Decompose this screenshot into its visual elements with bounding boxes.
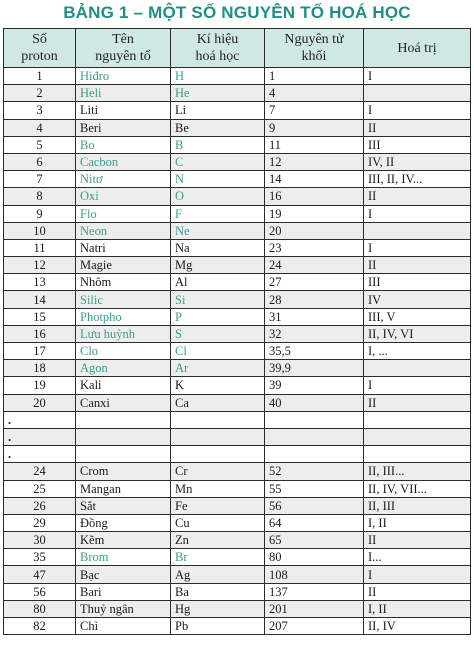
cell-valence — [364, 85, 471, 102]
cell-name: Heli — [76, 85, 171, 102]
cell-valence: II, III — [364, 497, 471, 514]
cell-name — [76, 446, 171, 463]
cell-valence: I — [364, 205, 471, 222]
cell-proton: 18 — [4, 360, 76, 377]
cell-mass: 39 — [265, 377, 364, 394]
table-row — [4, 136, 471, 153]
cell-mass — [265, 446, 364, 463]
cell-proton: 29 — [4, 514, 76, 531]
header-mass-line1: Nguyên tử — [284, 32, 344, 47]
cell-name: Silic — [76, 291, 171, 308]
cell-proton: 19 — [4, 377, 76, 394]
cell-proton: 13 — [4, 274, 76, 291]
table-row — [4, 446, 471, 463]
cell-mass: 27 — [265, 274, 364, 291]
table-row — [4, 102, 471, 119]
cell-proton: 24 — [4, 463, 76, 480]
cell-symbol: O — [171, 188, 265, 205]
cell-mass: 16 — [265, 188, 364, 205]
cell-symbol: Fe — [171, 497, 265, 514]
cell-name: Kali — [76, 377, 171, 394]
cell-symbol: Zn — [171, 532, 265, 549]
cell-symbol: Pb — [171, 618, 265, 635]
header-name-line1: Tên — [112, 32, 134, 47]
table-row — [4, 566, 471, 583]
cell-proton: 17 — [4, 343, 76, 360]
header-valence: Hoá trị — [364, 29, 471, 68]
cell-proton: 12 — [4, 257, 76, 274]
cell-valence: IV — [364, 291, 471, 308]
cell-mass: 7 — [265, 102, 364, 119]
cell-name: Liti — [76, 102, 171, 119]
cell-mass: 207 — [265, 618, 364, 635]
cell-symbol: Ba — [171, 583, 265, 600]
cell-valence: I, ... — [364, 343, 471, 360]
cell-mass: 80 — [265, 549, 364, 566]
cell-name: Đồng — [76, 514, 171, 531]
cell-symbol: He — [171, 85, 265, 102]
cell-valence: I — [364, 68, 471, 85]
cell-valence — [364, 428, 471, 445]
table-row — [4, 463, 471, 480]
cell-proton: 8 — [4, 188, 76, 205]
table-row — [4, 583, 471, 600]
cell-valence: II — [364, 583, 471, 600]
cell-proton: 6 — [4, 153, 76, 170]
table-row — [4, 274, 471, 291]
cell-proton: 47 — [4, 566, 76, 583]
header-symbol-line2: hoá học — [195, 49, 240, 64]
cell-mass: 39,9 — [265, 360, 364, 377]
header-mass — [265, 29, 364, 68]
cell-valence: II — [364, 532, 471, 549]
cell-valence: II — [364, 188, 471, 205]
cell-valence — [364, 446, 471, 463]
cell-mass: 9 — [265, 119, 364, 136]
cell-symbol: Cl — [171, 343, 265, 360]
cell-name: Agon — [76, 360, 171, 377]
header-proton — [4, 29, 76, 68]
cell-valence: II — [364, 257, 471, 274]
cell-name: Clo — [76, 343, 171, 360]
cell-mass: 1 — [265, 68, 364, 85]
cell-symbol: Ar — [171, 360, 265, 377]
cell-mass: 20 — [265, 222, 364, 239]
table-title: BẢNG 1 – MỘT SỐ NGUYÊN TỐ HOÁ HỌC — [63, 3, 411, 22]
cell-symbol: C — [171, 153, 265, 170]
table-row — [4, 549, 471, 566]
cell-mass: 201 — [265, 600, 364, 617]
table-row — [4, 600, 471, 617]
table-row — [4, 514, 471, 531]
cell-mass: 28 — [265, 291, 364, 308]
cell-name: Beri — [76, 119, 171, 136]
cell-valence: II, III... — [364, 463, 471, 480]
cell-mass: 40 — [265, 394, 364, 411]
cell-mass: 56 — [265, 497, 364, 514]
cell-mass: 23 — [265, 239, 364, 256]
cell-mass — [265, 411, 364, 428]
table-row — [4, 291, 471, 308]
cell-name: Brom — [76, 549, 171, 566]
table-row — [4, 257, 471, 274]
cell-symbol: Ca — [171, 394, 265, 411]
table-header-row — [4, 29, 471, 68]
cell-valence: III — [364, 136, 471, 153]
cell-valence: III — [364, 274, 471, 291]
cell-name: Bạc — [76, 566, 171, 583]
table-row — [4, 428, 471, 445]
cell-symbol: N — [171, 171, 265, 188]
table-row — [4, 411, 471, 428]
cell-mass: 55 — [265, 480, 364, 497]
cell-mass — [265, 428, 364, 445]
cell-mass: 64 — [265, 514, 364, 531]
cell-valence: II, IV, VII... — [364, 480, 471, 497]
cell-name: Sắt — [76, 497, 171, 514]
cell-valence — [364, 411, 471, 428]
table-body — [4, 68, 471, 635]
cell-symbol — [171, 446, 265, 463]
table-row — [4, 85, 471, 102]
header-mass-line2: khối — [301, 49, 327, 64]
header-name — [76, 29, 171, 68]
cell-valence: II — [364, 394, 471, 411]
table-row — [4, 153, 471, 170]
cell-valence: IV, II — [364, 153, 471, 170]
cell-mass: 24 — [265, 257, 364, 274]
table-row — [4, 325, 471, 342]
cell-name: Natri — [76, 239, 171, 256]
cell-mass: 12 — [265, 153, 364, 170]
cell-valence: I, II — [364, 514, 471, 531]
cell-valence — [364, 222, 471, 239]
cell-proton: 2 — [4, 85, 76, 102]
cell-mass: 52 — [265, 463, 364, 480]
cell-symbol: Br — [171, 549, 265, 566]
cell-name: Oxi — [76, 188, 171, 205]
table-row — [4, 68, 471, 85]
cell-valence: I — [364, 377, 471, 394]
cell-symbol: H — [171, 68, 265, 85]
cell-name: Nitơ — [76, 171, 171, 188]
cell-proton: 3 — [4, 102, 76, 119]
header-proton-line1: Số — [32, 32, 47, 47]
cell-mass: 19 — [265, 205, 364, 222]
cell-name: Photpho — [76, 308, 171, 325]
cell-symbol: Hg — [171, 600, 265, 617]
cell-symbol: Si — [171, 291, 265, 308]
cell-symbol: Na — [171, 239, 265, 256]
cell-symbol: Al — [171, 274, 265, 291]
cell-proton: 26 — [4, 497, 76, 514]
cell-name: Kẽm — [76, 532, 171, 549]
cell-symbol: Mg — [171, 257, 265, 274]
cell-mass: 4 — [265, 85, 364, 102]
cell-name: Cacbon — [76, 153, 171, 170]
cell-proton: 4 — [4, 119, 76, 136]
table-row — [4, 377, 471, 394]
table-row — [4, 205, 471, 222]
cell-mass: 35,5 — [265, 343, 364, 360]
table-row — [4, 532, 471, 549]
cell-name: Flo — [76, 205, 171, 222]
cell-name — [76, 411, 171, 428]
cell-proton: 30 — [4, 532, 76, 549]
cell-symbol: Be — [171, 119, 265, 136]
cell-symbol — [171, 411, 265, 428]
table-row — [4, 119, 471, 136]
cell-symbol: F — [171, 205, 265, 222]
cell-mass: 108 — [265, 566, 364, 583]
cell-symbol: Ne — [171, 222, 265, 239]
cell-valence: III, V — [364, 308, 471, 325]
table-row — [4, 394, 471, 411]
cell-valence: II — [364, 119, 471, 136]
cell-valence: I — [364, 566, 471, 583]
table-row — [4, 343, 471, 360]
cell-proton: 35 — [4, 549, 76, 566]
cell-name: Neon — [76, 222, 171, 239]
cell-proton: 5 — [4, 136, 76, 153]
cell-proton: 82 — [4, 618, 76, 635]
cell-name: Canxi — [76, 394, 171, 411]
cell-symbol: P — [171, 308, 265, 325]
cell-symbol: Ag — [171, 566, 265, 583]
cell-mass: 65 — [265, 532, 364, 549]
cell-symbol: Li — [171, 102, 265, 119]
cell-proton: 16 — [4, 325, 76, 342]
cell-name: Bo — [76, 136, 171, 153]
cell-proton: 56 — [4, 583, 76, 600]
cell-valence: I... — [364, 549, 471, 566]
header-name-line2: nguyên tố — [95, 49, 151, 64]
cell-valence: I — [364, 102, 471, 119]
cell-proton: 20 — [4, 394, 76, 411]
table-row — [4, 222, 471, 239]
cell-valence: II, IV, VI — [364, 325, 471, 342]
cell-valence — [364, 360, 471, 377]
table-row — [4, 239, 471, 256]
cell-name: Lưu huỳnh — [76, 325, 171, 342]
cell-proton: 1 — [4, 68, 76, 85]
table-row — [4, 308, 471, 325]
cell-name: Bari — [76, 583, 171, 600]
table-row — [4, 171, 471, 188]
table-row — [4, 618, 471, 635]
cell-symbol — [171, 428, 265, 445]
cell-name: Magie — [76, 257, 171, 274]
elements-table — [3, 28, 471, 635]
cell-proton: . — [4, 446, 76, 463]
cell-proton: 15 — [4, 308, 76, 325]
cell-name: Thuỷ ngân — [76, 600, 171, 617]
table-row — [4, 188, 471, 205]
cell-name: Nhôm — [76, 274, 171, 291]
cell-proton: 10 — [4, 222, 76, 239]
cell-symbol: K — [171, 377, 265, 394]
cell-valence: I — [364, 239, 471, 256]
cell-valence: II, IV — [364, 618, 471, 635]
cell-name: Crom — [76, 463, 171, 480]
cell-mass: 11 — [265, 136, 364, 153]
cell-symbol: Cr — [171, 463, 265, 480]
cell-mass: 31 — [265, 308, 364, 325]
header-symbol — [171, 29, 265, 68]
cell-proton: 9 — [4, 205, 76, 222]
cell-name — [76, 428, 171, 445]
header-symbol-line1: Kí hiệu — [196, 32, 239, 47]
cell-symbol: B — [171, 136, 265, 153]
table-row — [4, 497, 471, 514]
cell-proton: 7 — [4, 171, 76, 188]
table-row — [4, 480, 471, 497]
cell-mass: 14 — [265, 171, 364, 188]
cell-valence: III, II, IV... — [364, 171, 471, 188]
header-proton-line2: proton — [21, 49, 58, 64]
cell-valence: I, II — [364, 600, 471, 617]
cell-symbol: Cu — [171, 514, 265, 531]
cell-name: Mangan — [76, 480, 171, 497]
cell-symbol: Mn — [171, 480, 265, 497]
cell-mass: 137 — [265, 583, 364, 600]
cell-proton: 80 — [4, 600, 76, 617]
cell-proton: 25 — [4, 480, 76, 497]
cell-proton: . — [4, 411, 76, 428]
cell-proton: 11 — [4, 239, 76, 256]
table-row — [4, 360, 471, 377]
cell-mass: 32 — [265, 325, 364, 342]
cell-symbol: S — [171, 325, 265, 342]
cell-name: Chì — [76, 618, 171, 635]
cell-proton: 14 — [4, 291, 76, 308]
cell-name: Hiđro — [76, 68, 171, 85]
cell-proton: . — [4, 428, 76, 445]
